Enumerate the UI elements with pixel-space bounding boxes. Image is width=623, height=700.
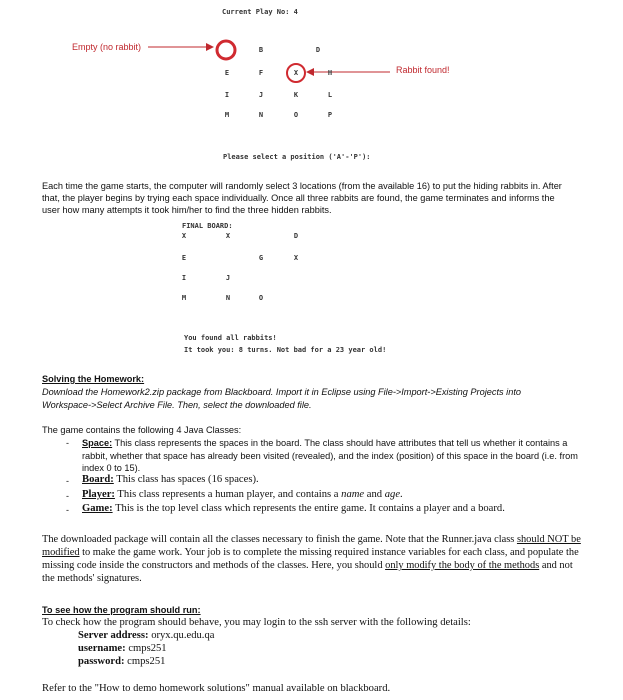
para-underlined: only modify the body of the methods [385, 560, 540, 571]
cell-p: P [327, 111, 333, 119]
fb-cell: M [181, 294, 187, 302]
solving-line-1: Download the Homework2.zip package from Blackboard. Import it in Eclipse using File->Import->Existing Projects into [42, 387, 521, 397]
password-value: cmps251 [127, 656, 166, 667]
class-item-board [82, 474, 259, 485]
server-label: Server address: [78, 630, 149, 641]
bullet-dash: - [66, 476, 69, 486]
class-name: Board: [82, 474, 114, 485]
fb-cell: N [225, 294, 231, 302]
cell-b: B [258, 46, 264, 54]
class-desc: This is the top level class which represents the entire game. It contains a player and a board. [115, 503, 505, 514]
class-item-game [82, 503, 505, 514]
class-desc: . [400, 489, 403, 500]
solving-line-2: Workspace->Select Archive File. Then, select the downloaded file. [42, 400, 312, 410]
class-item-space [82, 437, 582, 475]
username-value: cmps251 [128, 643, 167, 654]
para-text: to make the game work. Your job is to complete the missing required instance variables for each class, and populate the missing code inside the constructors and methods of the classes. Here, you should [42, 547, 579, 571]
classes-intro: The game contains the following 4 Java Classes: [42, 425, 242, 435]
cell-o: O [293, 111, 299, 119]
cell-j: J [258, 91, 264, 99]
cell-n: N [258, 111, 264, 119]
cell-d: D [315, 46, 321, 54]
cell-m: M [224, 111, 230, 119]
fb-cell: X [225, 232, 231, 240]
server-value: oryx.qu.edu.qa [151, 630, 215, 641]
server-address-row [78, 630, 214, 641]
empty-circle [217, 41, 235, 59]
para-underlined: should NOT be modified [42, 534, 581, 558]
class-name: Space: [82, 438, 113, 448]
fb-cell: X [181, 232, 187, 240]
para-text: and not the methods' signatures. [42, 560, 573, 584]
bullet-dash: - [66, 438, 69, 448]
callout-arrows [0, 0, 623, 110]
fb-cell: I [181, 274, 187, 282]
found-all-message: You found all rabbits! [184, 334, 277, 342]
package-paragraph [42, 533, 582, 585]
cell-k: K [293, 91, 299, 99]
intro-paragraph: Each time the game starts, the computer will randomly select 3 locations (from the available 16) to put the hiding rabbits in. After that, the player begins by trying each space individually. Once all three rabbits are found, the game terminates and informs the user how many attempts it took him/her to find the three hidden rabbits. [42, 181, 562, 215]
fb-cell: G [258, 254, 264, 262]
password-row [78, 656, 165, 667]
class-desc-em: age [384, 489, 401, 500]
para-text: The downloaded package will contain all the classes necessary to finish the game. Note that the Runner.java class [42, 534, 517, 545]
class-name: Player: [82, 489, 115, 500]
cell-f: F [258, 69, 264, 77]
cell-e: E [224, 69, 230, 77]
final-board-title: FINAL BOARD: [182, 222, 233, 230]
username-label: username: [78, 643, 126, 654]
class-desc: This class represents a human player, and contains a [117, 489, 342, 500]
fb-cell: O [258, 294, 264, 302]
fb-cell: E [181, 254, 187, 262]
current-play-label: Current Play No: 4 [222, 8, 298, 16]
class-item-player [82, 489, 403, 500]
fb-cell: D [293, 232, 299, 240]
class-desc: This class has spaces (16 spaces). [116, 474, 259, 485]
footer-note: Refer to the "How to demo homework solutions" manual available on blackboard. [42, 683, 391, 694]
cell-l: L [327, 91, 333, 99]
fb-cell: J [225, 274, 231, 282]
found-callout: Rabbit found! [396, 65, 450, 75]
password-label: password: [78, 656, 125, 667]
turns-message: It took you: 8 turns. Not bad for a 23 year old! [184, 346, 387, 354]
fb-cell: X [293, 254, 299, 262]
bullet-dash: - [66, 505, 69, 515]
run-heading: To see how the program should run: [42, 605, 201, 615]
class-desc: This class represents the spaces in the board. The class should have attributes that tell us whether it contains a rabbit, whether that space has already been visited (revealed), and the index (position) of this space in the board (i.e. from index 0 to 15). [82, 438, 578, 473]
username-row [78, 643, 167, 654]
position-prompt: Please select a position ('A'-'P'): [223, 153, 371, 161]
cell-i: I [224, 91, 230, 99]
cell-h: H [327, 69, 333, 77]
class-name: Game: [82, 503, 113, 514]
solving-heading: Solving the Homework: [42, 374, 145, 384]
cell-x: X [293, 69, 299, 77]
class-desc: and [364, 489, 385, 500]
empty-callout: Empty (no rabbit) [72, 42, 142, 52]
bullet-dash: - [66, 491, 69, 501]
class-desc-em: name [341, 489, 365, 500]
run-line: To check how the program should behave, you may login to the ssh server with the following details: [42, 617, 471, 628]
